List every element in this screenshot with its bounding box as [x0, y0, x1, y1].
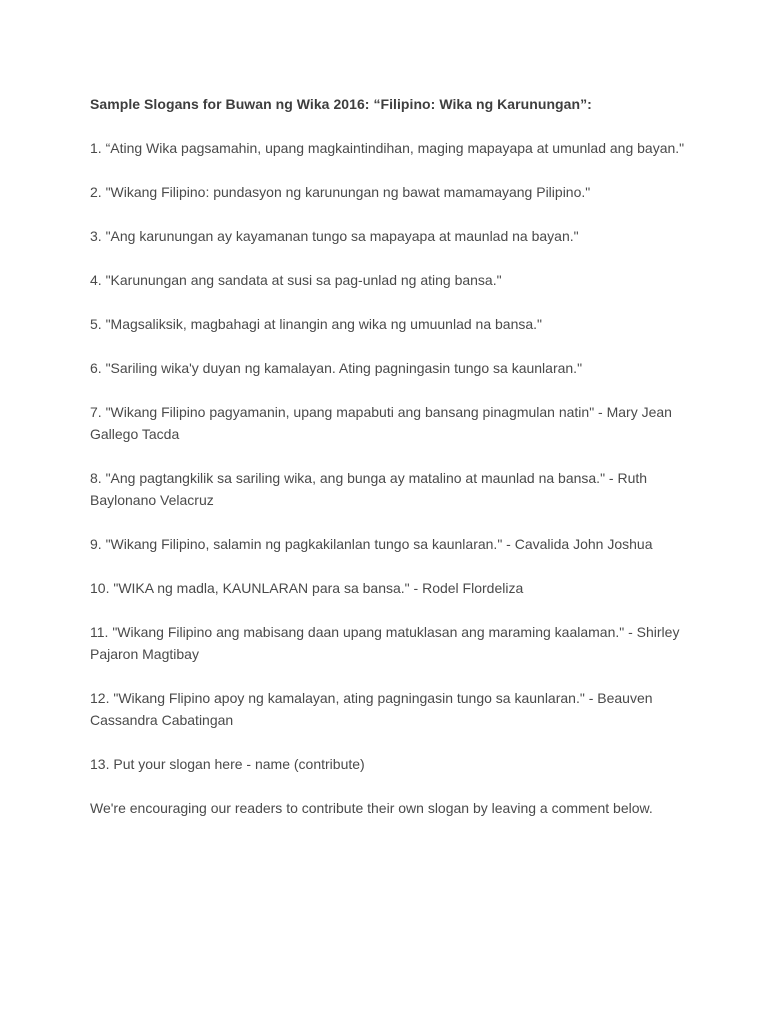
- slogan-item-8: 8. "Ang pagtangkilik sa sariling wika, ang bunga ay matalino at maunlad na bansa." - Ruth Baylonano Velacruz: [90, 470, 648, 508]
- closing-paragraph: We're encouraging our readers to contribute their own slogan by leaving a comment below.: [90, 800, 653, 816]
- slogan-item-6: 6. "Sariling wika'y duyan ng kamalayan. Ating pagningasin tungo sa kaunlaran.": [90, 360, 583, 376]
- document-page: [90, 93, 690, 819]
- slogan-item-12: 12. "Wikang Flipino apoy ng kamalayan, ating pagningasin tungo sa kaunlaran." - Beauven Cassandra Cabatingan: [90, 690, 653, 728]
- slogan-item-13: 13. Put your slogan here - name (contribute): [90, 756, 365, 772]
- slogan-item-11: 11. "Wikang Filipino ang mabisang daan upang matuklasan ang maraming kaalaman." - Shirley Pajaron Magtibay: [90, 624, 680, 662]
- slogan-item-5: 5. "Magsaliksik, magbahagi at linangin ang wika ng umuunlad na bansa.": [90, 316, 542, 332]
- slogan-item-10: 10. "WIKA ng madla, KAUNLARAN para sa bansa." - Rodel Flordeliza: [90, 580, 524, 596]
- slogan-item-3: 3. "Ang karunungan ay kayamanan tungo sa mapayapa at maunlad na bayan.": [90, 228, 579, 244]
- slogan-item-2: 2. "Wikang Filipino: pundasyon ng karunungan ng bawat mamamayang Pilipino.": [90, 184, 591, 200]
- document-heading: Sample Slogans for Buwan ng Wika 2016: “Filipino: Wika ng Karunungan”:: [90, 96, 592, 112]
- slogan-list: [90, 137, 690, 775]
- slogan-item-9: 9. "Wikang Filipino, salamin ng pagkakilanlan tungo sa kaunlaran." - Cavalida John Joshua: [90, 536, 653, 552]
- slogan-item-7: 7. "Wikang Filipino pagyamanin, upang mapabuti ang bansang pinagmulan natin" - Mary Jean Gallego Tacda: [90, 404, 672, 442]
- slogan-item-1: 1. “Ating Wika pagsamahin, upang magkaintindihan, maging mapayapa at umunlad ang bayan.": [90, 140, 685, 156]
- slogan-item-4: 4. "Karunungan ang sandata at susi sa pag-unlad ng ating bansa.": [90, 272, 502, 288]
